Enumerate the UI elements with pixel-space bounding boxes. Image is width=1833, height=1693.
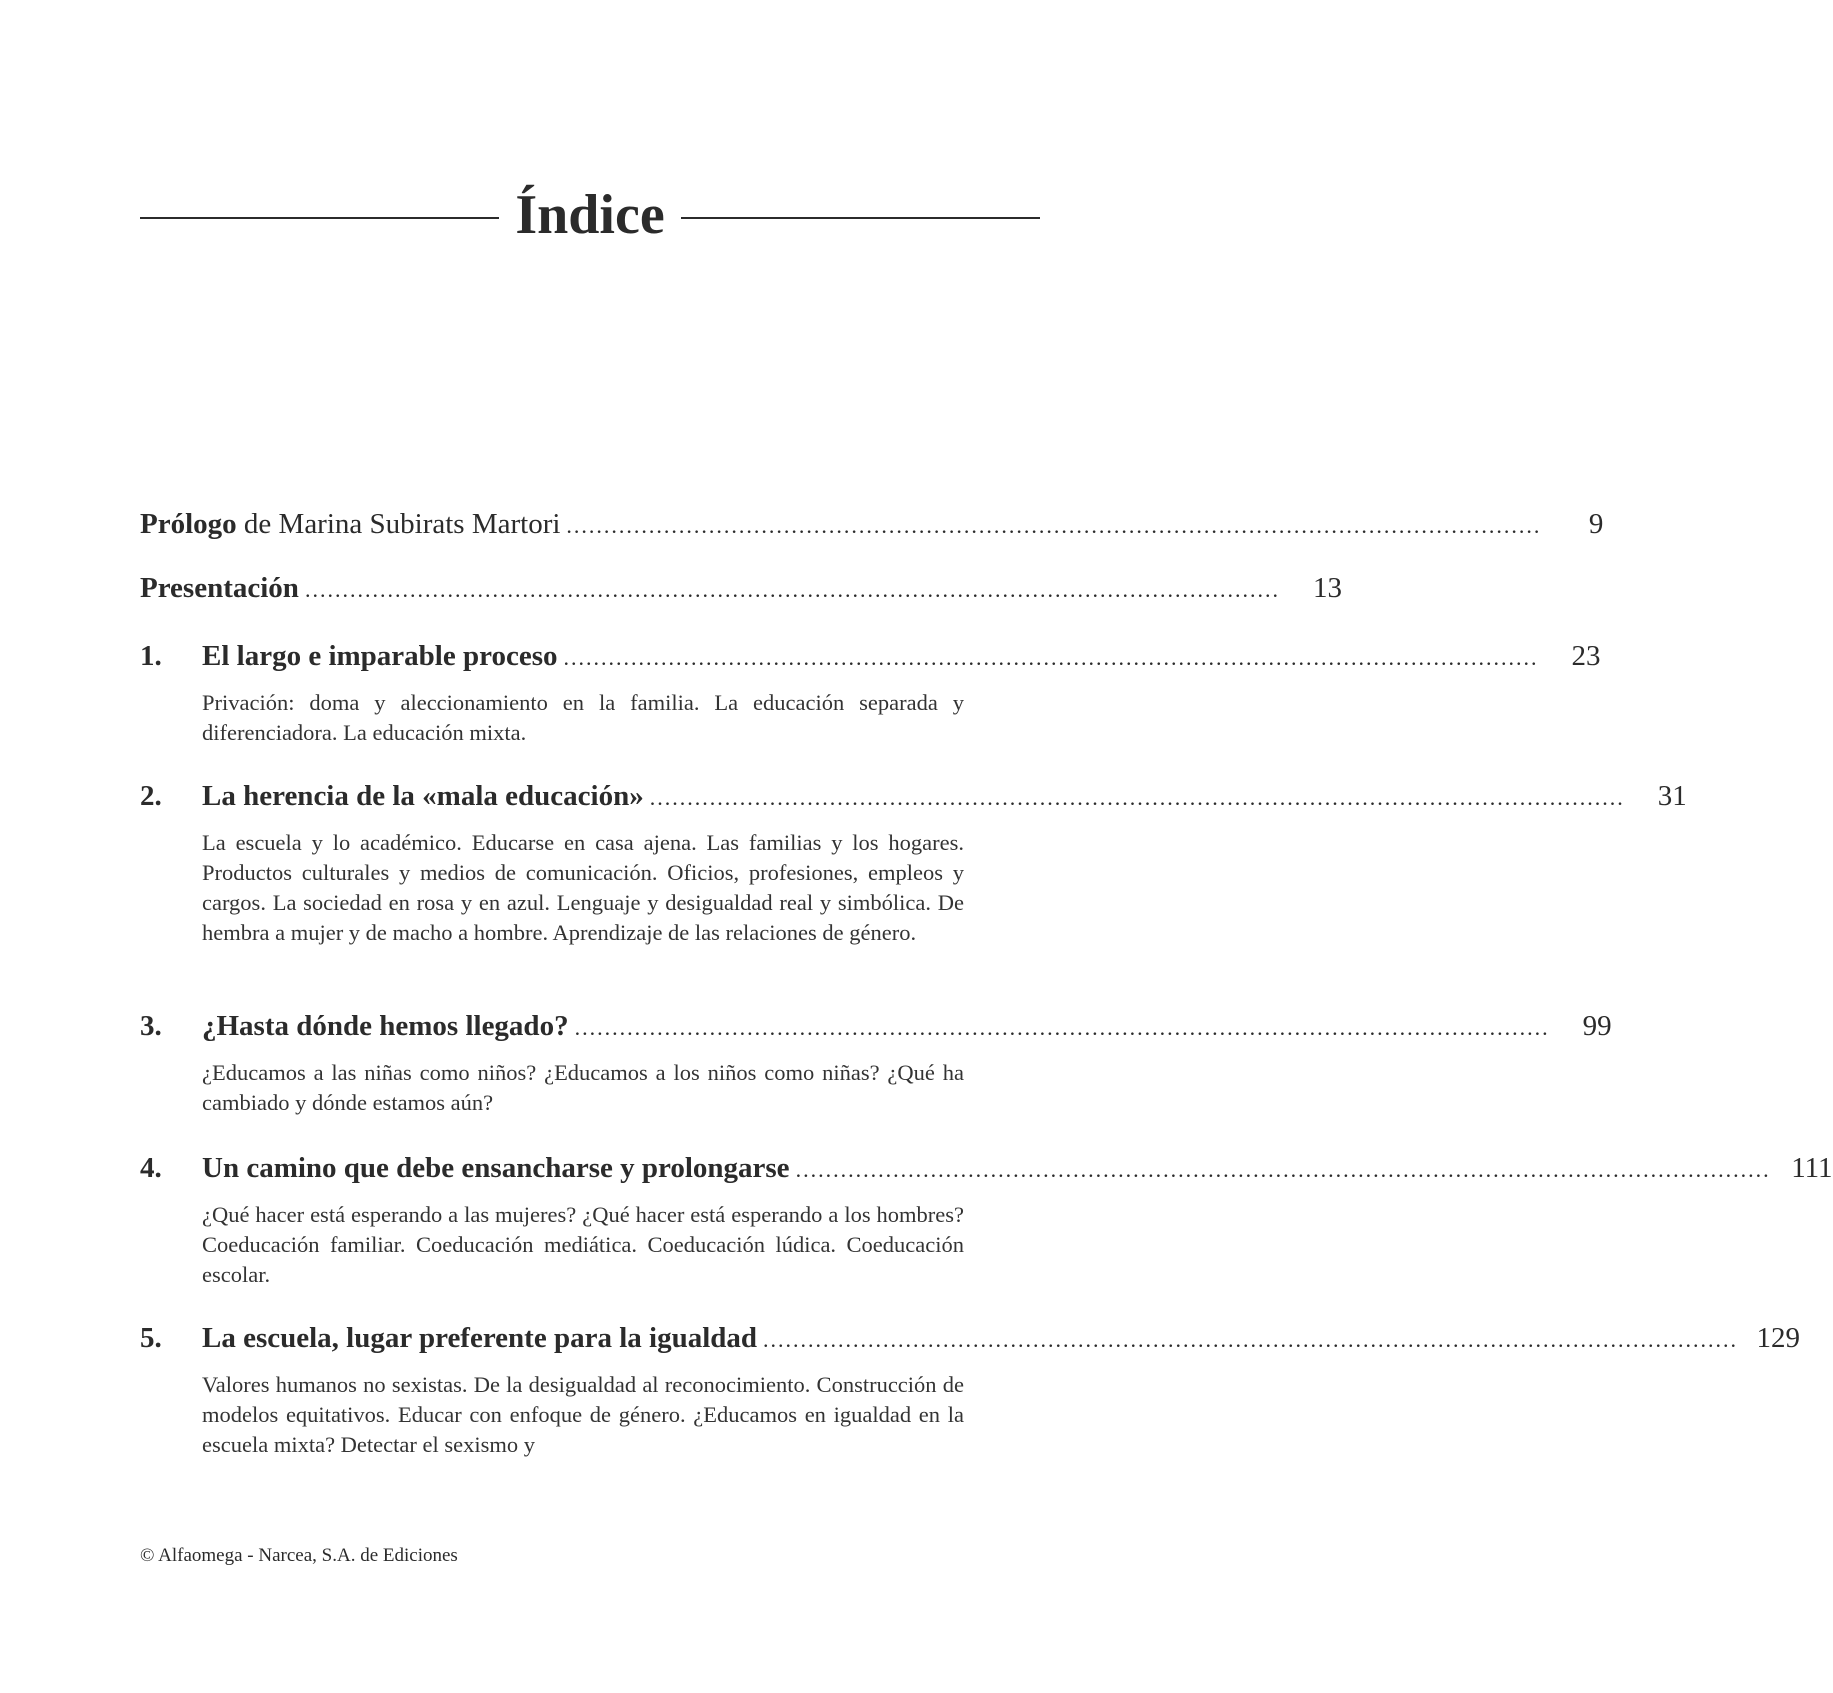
entry-label-strong: La herencia de la «mala educación» <box>202 780 644 812</box>
title-rule-right <box>681 217 1040 219</box>
entry-label-strong: ¿Hasta dónde hemos llegado? <box>202 1010 569 1042</box>
entry-page-number: 31 <box>1657 780 1687 812</box>
entry-number: 3. <box>140 1010 162 1042</box>
entry-page-number: 13 <box>1312 572 1342 604</box>
copyright-footer: © Alfaomega - Narcea, S.A. de Ediciones <box>140 1545 458 1566</box>
title-row <box>140 170 1040 260</box>
entry-description: ¿Qué hacer está esperando a las mujeres? ¿Qué hacer está esperando a los hombres? Coeducación familiar. Coeducación mediática. Coeducación lúdica. Coeducación escolar. <box>202 1202 964 1287</box>
toc-entry-chapter-2[interactable] <box>140 780 1687 948</box>
toc-entry-prologo[interactable] <box>140 508 1604 552</box>
entry-description: La escuela y lo académico. Educarse en casa ajena. Las familias y los hogares. Productos culturales y medios de comunicación. Oficios, profesiones, empleos y cargos. La sociedad en rosa y en azul. Lenguaje y desigualdad real y simbólica. De hembra a mujer y de macho a hombre. Aprendizaje de las relaciones de género. <box>202 830 964 945</box>
entry-page-number: 99 <box>1582 1010 1612 1042</box>
dot-leader: .................................................................................................................................. <box>795 1157 1771 1182</box>
toc-entry-chapter-4[interactable] <box>140 1152 1833 1290</box>
dot-leader: .................................................................................................................................. <box>649 785 1625 810</box>
dot-leader: .................................................................................................................................. <box>566 513 1542 538</box>
entry-label-normal: de Marina Subirats Martori <box>236 508 561 540</box>
entry-page-number: 129 <box>1756 1322 1801 1354</box>
entry-label-strong: Prólogo <box>140 508 237 540</box>
toc-entry-chapter-1[interactable] <box>140 640 1601 748</box>
entry-number: 2. <box>140 780 162 812</box>
toc-entry-presentacion[interactable] <box>140 572 1342 616</box>
entry-number: 1. <box>140 640 162 672</box>
entry-page-number: 9 <box>1588 508 1604 540</box>
entry-label-strong: Un camino que debe ensancharse y prolongarse <box>202 1152 790 1184</box>
dot-leader: .................................................................................................................................. <box>763 1327 1739 1352</box>
entry-description: Privación: doma y aleccionamiento en la familia. La educación separada y diferenciadora. La educación mixta. <box>202 690 964 745</box>
toc-entry-chapter-5[interactable] <box>140 1322 1801 1460</box>
entry-page-number: 23 <box>1571 640 1601 672</box>
dot-leader: .................................................................................................................................. <box>563 645 1539 670</box>
dot-leader: .................................................................................................................................. <box>304 577 1280 602</box>
entry-page-number: 111 <box>1791 1152 1833 1184</box>
entry-description: Valores humanos no sexistas. De la desigualdad al reconocimiento. Construcción de modelos equitativos. Educar con enfoque de género. ¿Educamos en igualdad en la escuela mixta? Detectar el sexismo y <box>202 1372 964 1457</box>
dot-leader: .................................................................................................................................. <box>574 1015 1550 1040</box>
page-title: Índice <box>515 184 665 246</box>
title-rule-left <box>140 217 499 219</box>
entry-label-strong: El largo e imparable proceso <box>202 640 558 672</box>
entry-number: 4. <box>140 1152 162 1184</box>
toc-entry-chapter-3[interactable] <box>140 1010 1612 1118</box>
entry-description: ¿Educamos a las niñas como niños? ¿Educamos a los niños como niñas? ¿Qué ha cambiado y dónde estamos aún? <box>202 1060 964 1115</box>
entry-number: 5. <box>140 1322 162 1354</box>
entry-label-strong: Presentación <box>140 572 299 604</box>
entry-label-strong: La escuela, lugar preferente para la igualdad <box>202 1322 758 1354</box>
